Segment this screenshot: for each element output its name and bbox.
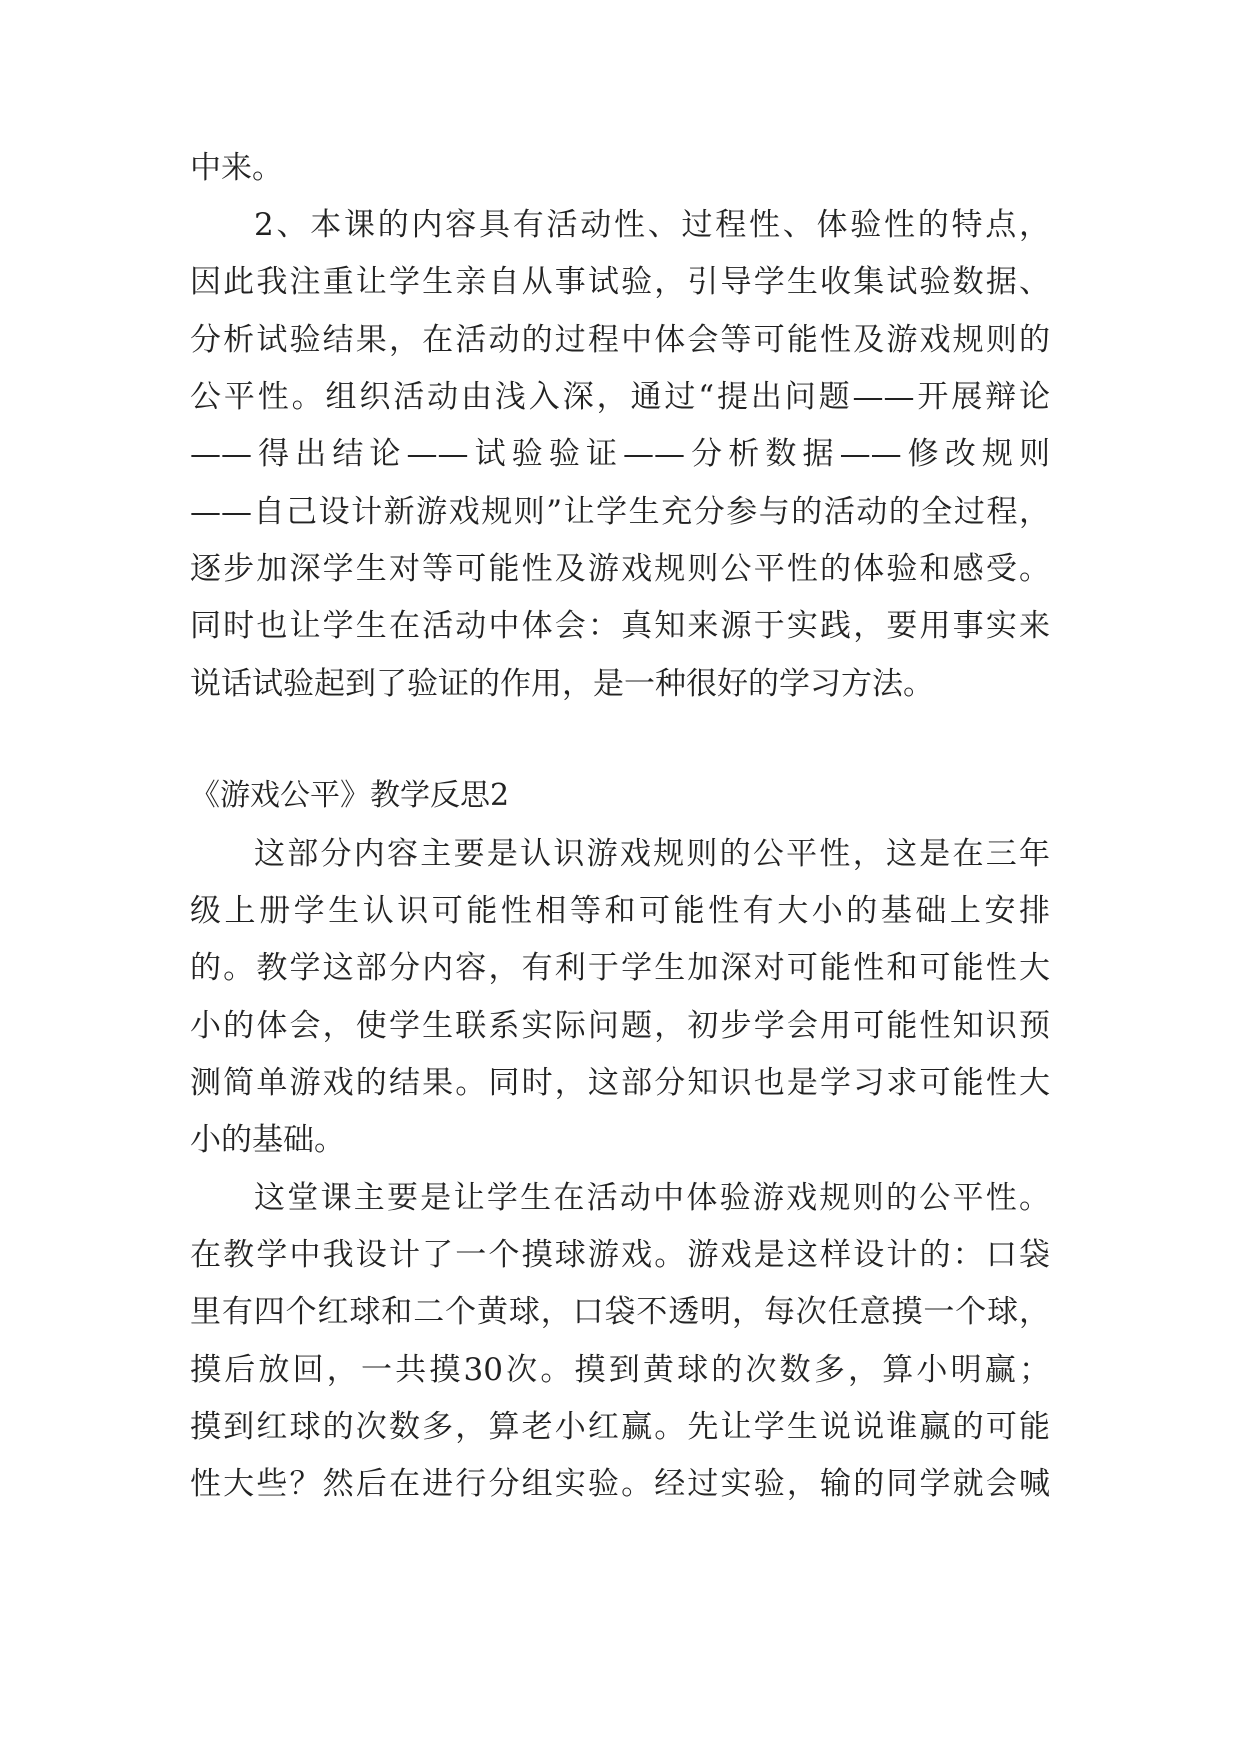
text-line: 在教学中我设计了一个摸球游戏。游戏是这样设计的：口袋 (190, 1237, 1050, 1273)
text-line: 公平性。组织活动由浅入深，通过“提出问题——开展辩论 (190, 379, 1050, 415)
text-line: 的。教学这部分内容，有利于学生加深对可能性和可能性大 (190, 950, 1050, 986)
text-line: 这堂课主要是让学生在活动中体验游戏规则的公平性。 (254, 1180, 1050, 1216)
text-line: 这部分内容主要是认识游戏规则的公平性，这是在三年 (254, 836, 1050, 872)
text-line: ——得出结论——试验验证——分析数据——修改规则 (190, 436, 1050, 472)
text-line: 因此我注重让学生亲自从事试验，引导学生收集试验数据、 (190, 264, 1050, 300)
text-line: 测简单游戏的结果。同时，这部分知识也是学习求可能性大 (190, 1065, 1050, 1101)
text-line: ——自己设计新游戏规则”让学生充分参与的活动的全过程， (190, 494, 1050, 530)
text-line: 分析试验结果，在活动的过程中体会等可能性及游戏规则的 (190, 322, 1050, 358)
text-line: 逐步加深学生对等可能性及游戏规则公平性的体验和感受。 (190, 551, 1050, 587)
text-line: 里有四个红球和二个黄球，口袋不透明，每次任意摸一个球， (190, 1294, 1050, 1330)
text-line: 小的基础。 (190, 1122, 345, 1158)
section-heading: 《游戏公平》教学反思2 (190, 778, 510, 813)
text-line: 摸后放回，一共摸30次。摸到黄球的次数多，算小明赢； (190, 1352, 1050, 1388)
text-line: 同时也让学生在活动中体会：真知来源于实践，要用事实来 (190, 608, 1050, 644)
text-line: 说话试验起到了验证的作用，是一种很好的学习方法。 (190, 666, 934, 702)
text-line: 性大些？然后在进行分组实验。经过实验，输的同学就会喊 (190, 1466, 1050, 1502)
text-line: 中来。 (190, 150, 283, 186)
text-line: 2、本课的内容具有活动性、过程性、体验性的特点， (254, 207, 1050, 243)
text-line: 小的体会，使学生联系实际问题，初步学会用可能性知识预 (190, 1008, 1050, 1044)
text-line: 摸到红球的次数多，算老小红赢。先让学生说说谁赢的可能 (190, 1409, 1050, 1445)
text-line: 级上册学生认识可能性相等和可能性有大小的基础上安排 (190, 893, 1050, 929)
